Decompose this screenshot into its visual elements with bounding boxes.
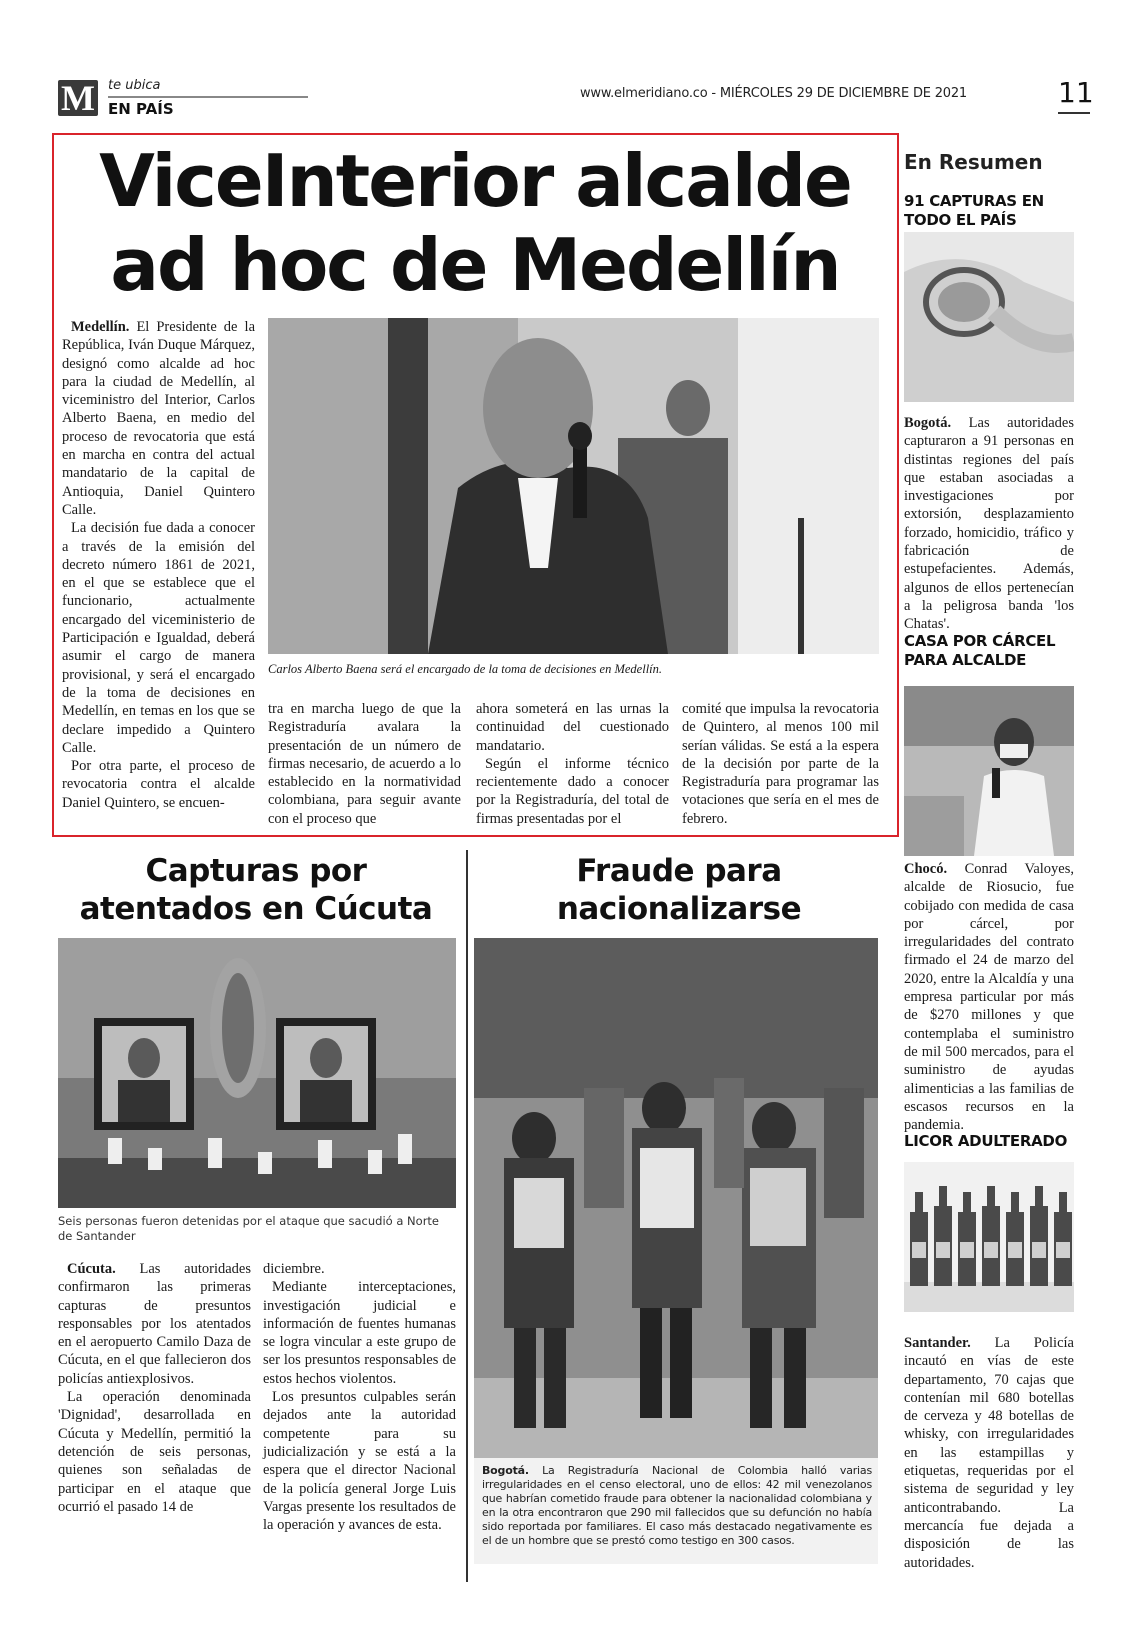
cucuta-text-1: Las autoridades confirmaron las primeras capturas de presuntos responsables por los atentados en el aeropuerto Camilo Daza de Cúcuta, en el que fallecieron dos policías antiexplosivos. (58, 1261, 251, 1387)
sidebar-item3-dateline: Santander. (904, 1335, 971, 1351)
logo (58, 80, 98, 116)
cucuta-column-2 (263, 1260, 456, 1534)
lead-headline-line1: ViceInterior alcalde (99, 139, 851, 223)
cucuta-photo-caption: Seis personas fueron detenidas por el ataque que sacudió a Norte de Santander (58, 1214, 440, 1243)
sidebar-item2-dateline: Chocó. (904, 861, 948, 877)
lead-photo-illustration (268, 318, 879, 654)
sidebar-item1-heading: 91 CAPTURAS EN TODO EL PAÍS (904, 192, 1044, 229)
section-kicker: te ubica (108, 78, 161, 93)
lead-photo (268, 318, 879, 654)
lead-col2-text: tra en marcha luego de que la Registraduría avalara la presentación de un número de firmas necesario, de acuerdo a lo establecido en la normatividad colombiana, para seguir avante con el proceso que (268, 701, 461, 827)
sidebar-item2-paragraph (904, 860, 1074, 1134)
lead-headline-line2: ad hoc de Medellín (110, 223, 840, 307)
page-header (0, 0, 1144, 130)
fraude-headline-line1: Fraude para (576, 853, 782, 889)
cucuta-headline-line2: atentados en Cúcuta (79, 891, 433, 927)
bottles-photo-illustration (904, 1162, 1074, 1312)
lead-column-1 (62, 318, 255, 812)
cucuta-col2-lead: diciembre. (263, 1261, 325, 1277)
page-number-rule (1058, 112, 1090, 114)
cucuta-photo-illustration (58, 938, 456, 1208)
cucuta-paragraph-4: Los presuntos culpables serán dejados ante la autoridad competente para su judicialización y se está a la espera que el director Nacional de la policía general Jorge Luis Vargas presente los resultados de la operación y avances de esta. (263, 1389, 456, 1534)
lead-photo-caption: Carlos Alberto Baena será el encargado de la toma de decisiones en Medellín. (268, 662, 663, 676)
sidebar-item1-photo (904, 232, 1074, 402)
sidebar-item2-body: Conrad Valoyes, alcalde de Riosucio, fue cobijado con medida de casa por cárcel, por irregularidades del contrato firmado el 24 de marzo del 2020, entre la Alcaldía y una empresa particular por más de $270 millones y que contemplaba el suministro de mil 500 mercados, para el suministro de ayudas alimenticias a las familias de escasos recursos en la pandemia. (904, 861, 1074, 1134)
sidebar-item2-text (904, 860, 1074, 1134)
sidebar-item3-heading: LICOR ADULTERADO (904, 1132, 1068, 1150)
sidebar-item2-heading: CASA POR CÁRCEL PARA ALCALDE (904, 632, 1056, 669)
sidebar-item1-paragraph (904, 414, 1074, 634)
handcuffs-photo-illustration (904, 232, 1074, 402)
mayor-photo-illustration (904, 686, 1074, 856)
sidebar-item3-photo (904, 1162, 1074, 1312)
lead-col3-text-b: Según el informe técnico recientemente dado a conocer por la Registraduría, del total de firmas presentadas por el (476, 755, 669, 827)
page-number: 11 (1058, 76, 1094, 109)
cucuta-dateline: Cúcuta. (67, 1261, 116, 1277)
sidebar-item3-text (904, 1334, 1074, 1572)
section-name: EN PAÍS (108, 100, 174, 118)
fraude-headline-line2: nacionalizarse (556, 891, 802, 927)
sidebar-item3-body: La Policía incautó en vías de este departamento, 70 cajas que contenían mil 680 botellas de cerveza y 48 botellas de whisky, con irregularidades en las estampillas y etiquetas, requeridas por el sistema de seguridad y ley anticontrabando. La mercancía fue dejada a disposición de las autoridades. (904, 1335, 1074, 1571)
cucuta-column-1 (58, 1260, 251, 1516)
sidebar-item3-paragraph (904, 1334, 1074, 1572)
cucuta-paragraph-2: La operación denominada 'Dignidad', desarrollada en Cúcuta y Medellín, permitió la detención de seis personas, quienes son señaladas de participar en el ataque que ocurrió el pasado 14 de (58, 1389, 251, 1515)
fraude-dateline: Bogotá. (482, 1464, 529, 1477)
sidebar-item1-text (904, 414, 1074, 634)
site-date: www.elmeridiano.co - MIÉRCOLES 29 DE DICIEMBRE DE 2021 (580, 86, 968, 101)
sidebar-item1-dateline: Bogotá. (904, 415, 952, 431)
lead-text-1: El Presidente de la República, Iván Duque Márquez, designó como alcalde ad hoc para la ciudad de Medellín, al viceministro del Interior, Carlos Alberto Baena, en medio del proceso de revocatoria que está en marcha en contra del actual mandatario de la capital de Antioquia, Daniel Quintero Calle. (62, 319, 255, 518)
header-rule (108, 96, 308, 98)
fraude-caption (482, 1464, 872, 1548)
column-divider (466, 850, 468, 1582)
lead-col3-text-a: ahora someterá en las urnas la continuidad del cuestionado mandatario. (476, 701, 669, 754)
logo-letter: M (61, 78, 95, 118)
lead-col4-text: comité que impulsa la revocatoria de Quintero, al menos 100 mil serían válidas. Se está a la espera de la decisión por parte de la Registraduría para programar las votaciones que sería en el mes de febrero. (682, 701, 879, 827)
cucuta-paragraph-3: Mediante interceptaciones, investigación judicial e información de fuentes humanas se logra vincular a este grupo de ser los presuntos responsables de estos hechos violentos. (263, 1279, 456, 1387)
cucuta-paragraph-1 (58, 1260, 251, 1388)
cucuta-photo (58, 938, 456, 1208)
sidebar-title: En Resumen (904, 150, 1043, 174)
lead-paragraph-2: La decisión fue dada a conocer a través de la emisión del decreto número 1861 de 2021, en el que se establece que el funcionario, actualmente encargado del viceministerio de Participación e Igualdad, deberá asumir el cargo de manera provisional, y será el encargado de la toma de decisiones en Medellín, en temas en los que se declare impedido a Quintero Calle. (62, 520, 255, 756)
lead-paragraph-1 (62, 318, 255, 519)
sidebar-item2-photo (904, 686, 1074, 856)
lead-column-3 (476, 700, 669, 828)
fraude-caption-text: La Registraduría Nacional de Colombia halló varias irregularidades en el censo electoral, uno de ellos: 42 mil venezolanos que habrían cometido fraude para obtener la nacionalidad colombiana y en la otra encontraron que 290 mil fallecidos que su defunción no había sido reportada por familiares. El caso más destacado negativamente es el de un hombre que se prestó como testigo en 300 casos. (482, 1464, 872, 1547)
lead-paragraph-3: Por otra parte, el proceso de revocatoria contra el alcalde Daniel Quintero, se encuen- (62, 758, 255, 811)
sidebar-item1-body: Las autoridades capturaron a 91 personas en distintas regiones del país que estaban asociadas a investigaciones por extorsión, desplazamiento forzado, homicidio, tráfico y fabricación de estupefacientes. Además, algunos de ellos pertenecían a la peligrosa banda 'los Chatas'. (904, 415, 1074, 633)
lead-dateline: Medellín. (71, 319, 130, 335)
lead-column-4 (682, 700, 879, 828)
cucuta-headline-line1: Capturas por (145, 853, 367, 889)
lead-column-2 (268, 700, 461, 828)
